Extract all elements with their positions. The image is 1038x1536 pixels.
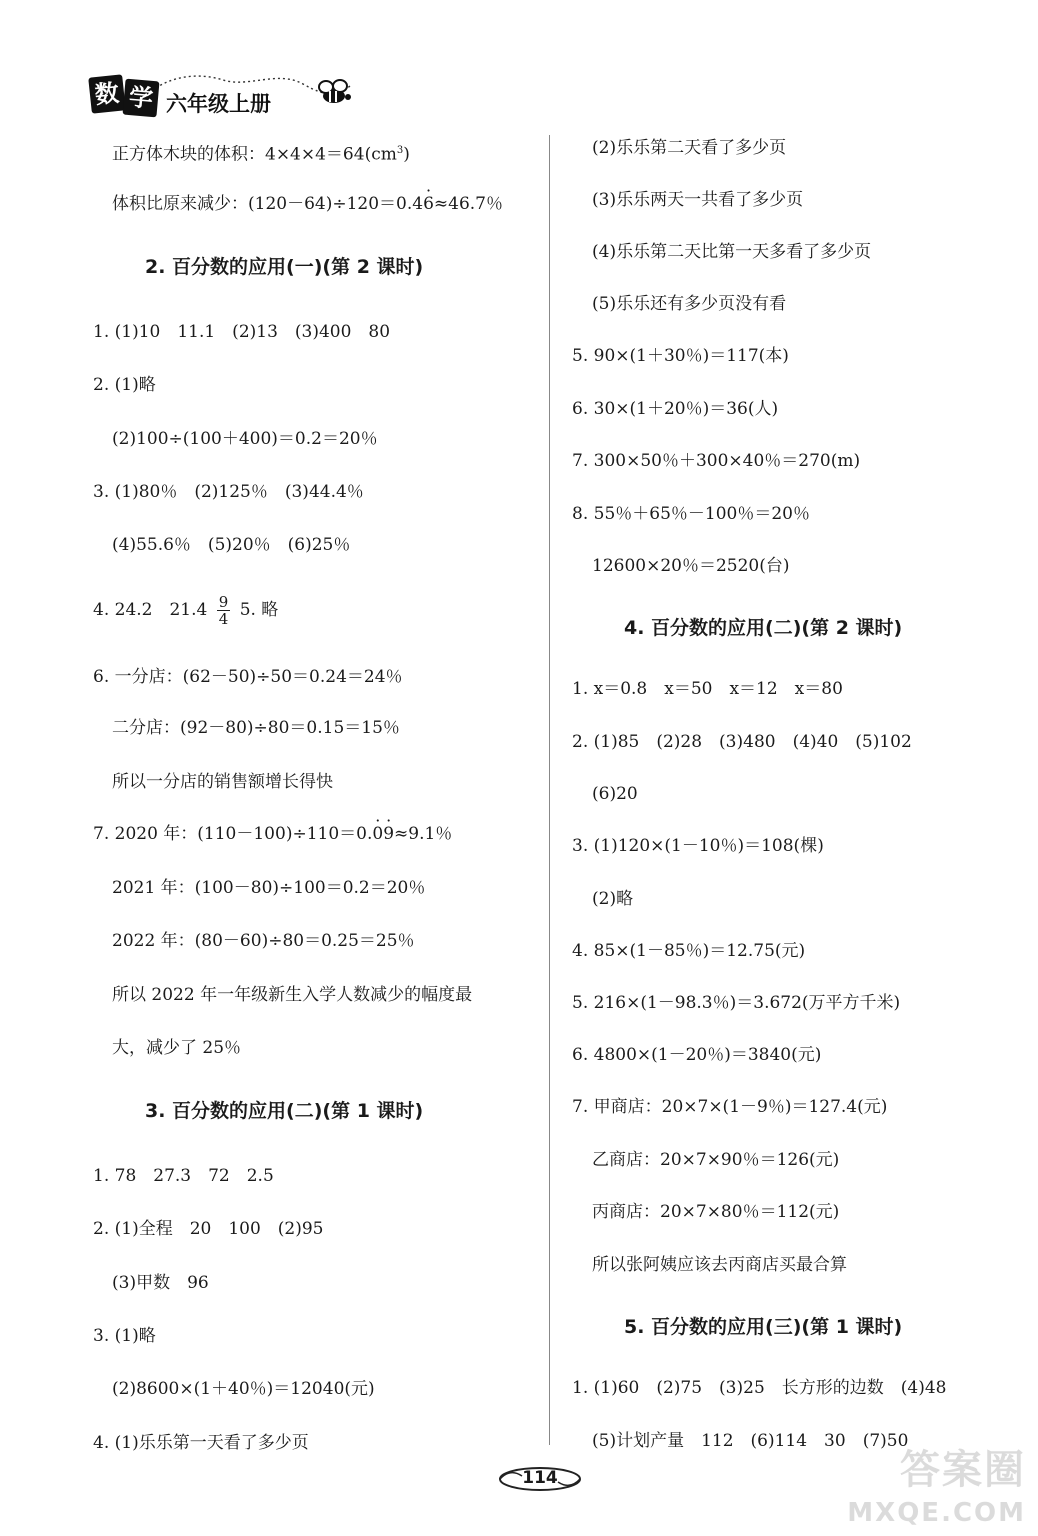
answer-line: 1. (1)60 (2)75 (3)25 长方形的边数 (4)48 <box>572 1378 947 1398</box>
section-heading: 4. 百分数的应用(二)(第 2 课时) <box>624 617 903 639</box>
answer-line: 3. (1)80％ (2)125％ (3)44.4％ <box>93 482 364 502</box>
answer-line: (4)55.6％ (5)20％ (6)25％ <box>112 535 351 555</box>
answer-line: 2. (1)略 <box>93 375 156 395</box>
answer-line: 2. (1)全程 20 100 (2)95 <box>93 1219 324 1239</box>
answer-line: (5)计划产量 112 (6)114 30 (7)50 <box>592 1431 909 1451</box>
answer-line: (5)乐乐还有多少页没有看 <box>592 294 787 314</box>
watermark-url: MXQE.COM <box>847 1498 1026 1528</box>
answer-line: 二分店：(92－80)÷80＝0.15＝15％ <box>112 718 400 738</box>
answer-line: (4)乐乐第二天比第一天多看了多少页 <box>592 242 872 262</box>
page-number: 114 <box>522 1468 558 1488</box>
fraction: $\frac{9}{4}$ <box>218 593 229 628</box>
subject-char-1: 数 <box>88 74 126 113</box>
answer-line: 5. 216×(1－98.3％)＝3.672(万平方千米) <box>572 993 901 1013</box>
answer-line: (2)略 <box>592 889 634 909</box>
answer-line: 3. (1)120×(1－10％)＝108(棵) <box>572 836 824 856</box>
answer-line: 2021 年：(100－80)÷100＝0.2＝20％ <box>112 878 426 898</box>
watermark <box>847 1438 1026 1528</box>
book-header <box>88 74 358 120</box>
section-heading: 2. 百分数的应用(一)(第 2 课时) <box>145 256 424 278</box>
answer-line: 3. (1)略 <box>93 1326 156 1346</box>
answer-line: 6. 一分店：(62－50)÷50＝0.24＝24％ <box>93 667 403 687</box>
answer-line: (6)20 <box>592 784 638 804</box>
answer-line: 正方体木块的体积：$4\times 4\times 4=64(cm^3)$ <box>112 144 410 165</box>
answer-line: 所以一分店的销售额增长得快 <box>112 772 333 792</box>
answer-line: 7. 2020 年：(110－100)÷110＝0.0 ·9 ·≈9.1％ <box>93 823 452 845</box>
answer-line: 4. 85×(1－85％)＝12.75(元) <box>572 941 806 961</box>
answer-line: 4. 24.2 21.4 $\frac{9}{4}$ 5. 略 <box>93 593 279 628</box>
answer-line: 1. x＝0.8 x＝50 x＝12 x＝80 <box>572 679 843 699</box>
answer-line: 2. (1)85 (2)28 (3)480 (4)40 (5)102 <box>572 732 912 752</box>
answer-line: 所以 2022 年一年级新生入学人数减少的幅度最 <box>112 985 473 1005</box>
answer-line: (3)甲数 96 <box>112 1273 209 1293</box>
answer-line: 丙商店：20×7×80％＝112(元) <box>592 1202 840 1222</box>
answer-line: 大，减少了 25％ <box>112 1038 242 1058</box>
answer-line: 1. 78 27.3 72 2.5 <box>93 1166 274 1186</box>
answer-line: (2)8600×(1＋40％)＝12040(元) <box>112 1379 375 1399</box>
answer-line: 1. (1)10 11.1 (2)13 (3)400 80 <box>93 322 391 342</box>
grade-title: 六年级上册 <box>166 92 271 116</box>
answer-line: (2)乐乐第二天看了多少页 <box>592 138 787 158</box>
answer-line: (3)乐乐两天一共看了多少页 <box>592 190 804 210</box>
answer-line: 4. (1)乐乐第一天看了多少页 <box>93 1433 309 1453</box>
answer-line: 8. 55％＋65％－100％＝20％ <box>572 504 810 524</box>
answer-line: 体积比原来减少：(120－64)÷120＝0.46 ·≈46.7％ <box>112 193 503 215</box>
subject-char-2: 学 <box>122 79 159 118</box>
answer-line: 所以张阿姨应该去丙商店买最合算 <box>592 1255 847 1275</box>
answer-line: 乙商店：20×7×90％＝126(元) <box>592 1150 840 1170</box>
column-divider <box>549 135 550 1445</box>
answer-line: (2)100÷(100＋400)＝0.2＝20％ <box>112 429 378 449</box>
answer-line: 7. 甲商店：20×7×(1－9％)＝127.4(元) <box>572 1097 888 1117</box>
answer-line: 12600×20％＝2520(台) <box>592 556 790 576</box>
answer-line: 2022 年：(80－60)÷80＝0.25＝25％ <box>112 931 415 951</box>
page-number-badge <box>496 1464 584 1494</box>
section-heading: 5. 百分数的应用(三)(第 1 课时) <box>624 1316 903 1338</box>
answer-line: 5. 90×(1＋30％)＝117(本) <box>572 346 789 366</box>
watermark-text: 答案圈 <box>900 1447 1026 1493</box>
answer-line: 6. 30×(1＋20％)＝36(人) <box>572 399 779 419</box>
answer-line: 7. 300×50％＋300×40％＝270(m) <box>572 451 861 471</box>
answer-line: 6. 4800×(1－20％)＝3840(元) <box>572 1045 822 1065</box>
bee-icon <box>312 76 358 112</box>
section-heading: 3. 百分数的应用(二)(第 1 课时) <box>145 1100 424 1122</box>
